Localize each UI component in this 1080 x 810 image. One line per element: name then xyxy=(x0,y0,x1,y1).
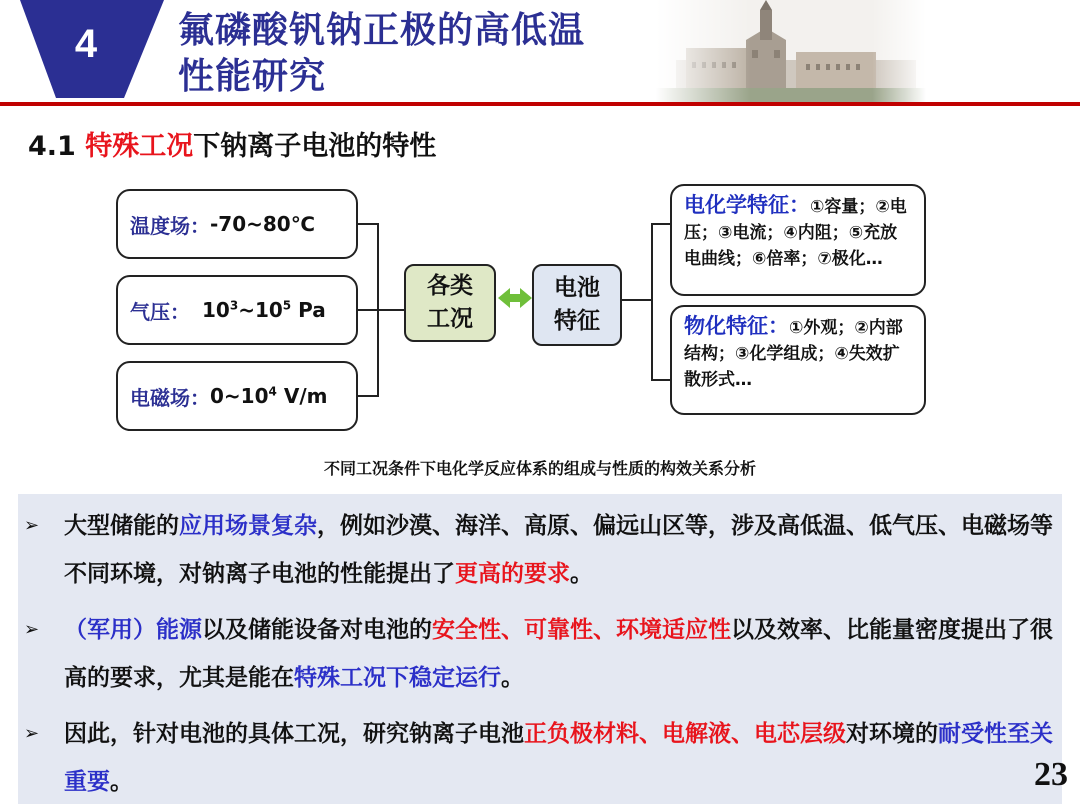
diagram-caption: 不同工况条件下电化学反应体系的组成与性质的构效关系分析 xyxy=(323,459,756,478)
node-conditions: 各类 工况 xyxy=(404,264,496,342)
feature-electrochemical: 电化学特征：①容量；②电压；③电流；④内阻；⑤充放电曲线；⑥倍率；⑦极化… xyxy=(670,184,926,296)
bullet-2: ➢ （军用）能源以及储能设备对电池的安全性、可靠性、环境适应性以及效率、比能量密度提出了很高的要求，尤其是能在特殊工况下稳定运行。 xyxy=(24,617,1053,691)
condition-temperature: 温度场： -70~80℃ xyxy=(116,189,358,259)
bullet-1: ➢ 大型储能的应用场景复杂，例如沙漠、海洋、高原、偏远山区等，涉及高低温、低气压、电磁场等不同环境，对钠离子电池的性能提出了更高的要求。 xyxy=(24,513,1053,587)
title-line-1: 氟磷酸钒钠正极的高低温 xyxy=(178,10,586,51)
title-line-2: 性能研究 xyxy=(178,56,327,97)
section-heading: 4.1 特殊工况下钠离子电池的特性 xyxy=(28,131,437,162)
condition-pressure: 气压： $10^3\sim 10^5$ Pa xyxy=(116,275,358,345)
feature-physicochemical: 物化特征：①外观；②内部结构；③化学组成；④失效扩散形式… xyxy=(670,305,926,415)
condition-electromagnetic: 电磁场： $0\sim 10^4$ V/m xyxy=(116,361,358,431)
bullet-3: ➢ 因此，针对电池的具体工况，研究钠离子电池正负极材料、电解液、电芯层级对环境的耐受性至关重要。 xyxy=(24,721,1053,795)
node-battery-features: 电池 特征 xyxy=(532,264,622,346)
section-number: 4 xyxy=(74,22,98,66)
page-number: 23 xyxy=(1034,756,1068,793)
